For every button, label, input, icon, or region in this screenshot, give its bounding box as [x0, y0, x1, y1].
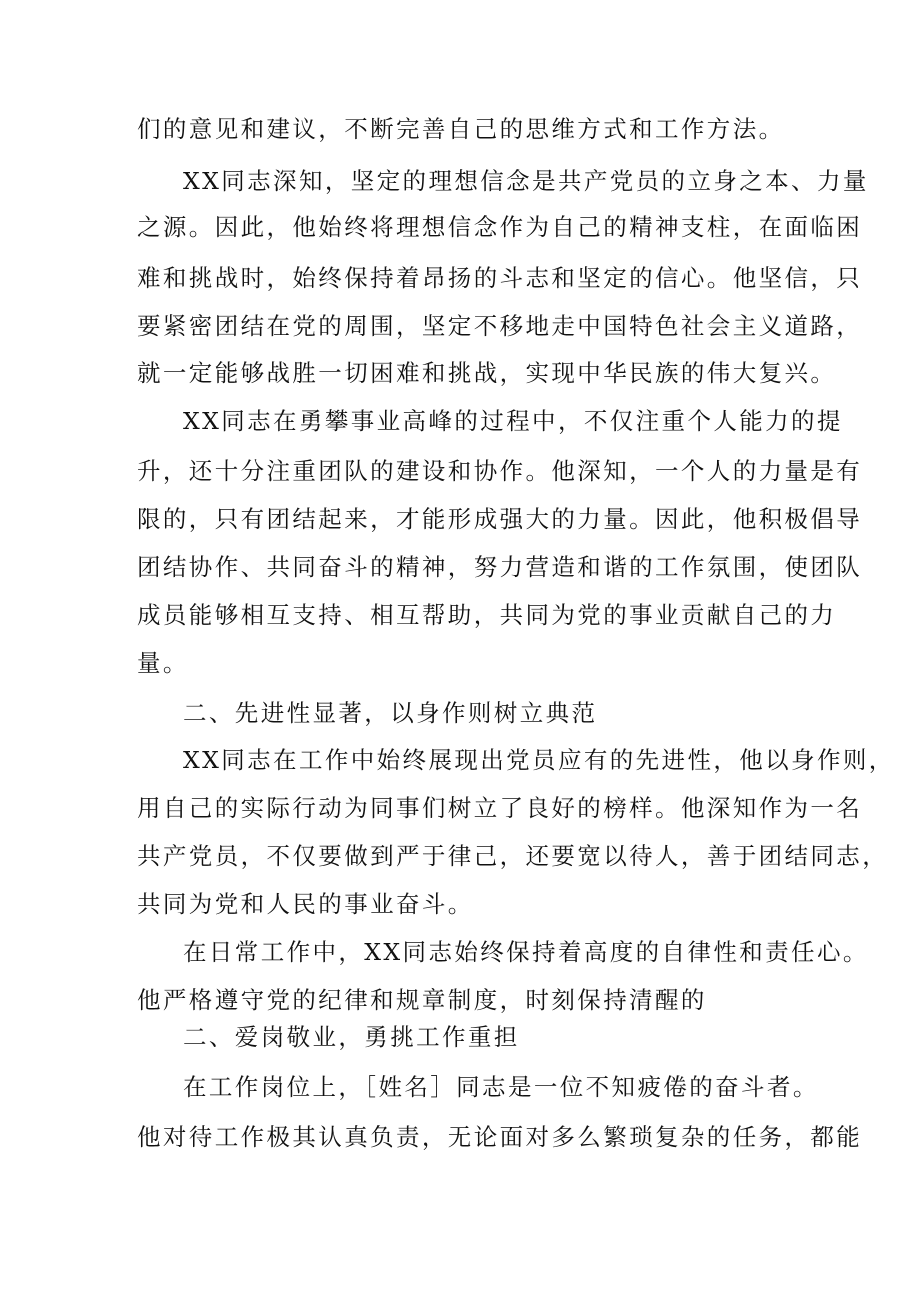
paragraph-first-line: XX同志深知，坚定的理想信念是共产党员的立身之本、力量 [183, 167, 869, 195]
text-line: 之源。因此，他始终将理想信念作为自己的精神支柱，在面临困 [137, 213, 863, 241]
section-heading: 二、爱岗敬业，勇挑工作重担 [183, 1023, 520, 1051]
text-line: 他严格遵守党的纪律和规章制度，时刻保持清醒的 [137, 986, 707, 1014]
text-line: 升，还十分注重团队的建设和协作。他深知，一个人的力量是有 [137, 457, 863, 485]
section-heading: 二、先进性显著，以身作则树立典范 [183, 699, 598, 727]
text-line: 就一定能够战胜一切困难和挑战，实现中华民族的伟大复兴。 [137, 359, 837, 387]
text-line: 们的意见和建议，不断完善自己的思维方式和工作方法。 [137, 115, 785, 143]
text-line: 要紧密团结在党的周围，坚定不移地走中国特色社会主义道路， [137, 312, 863, 340]
text-line: 共同为党和人民的事业奋斗。 [137, 890, 474, 918]
paragraph-first-line: 在工作岗位上，［姓名］同志是一位不知疲倦的奋斗者。 [183, 1073, 819, 1101]
text-line: 他对待工作极其认真负责，无论面对多么繁琐复杂的任务，都能 [137, 1123, 863, 1151]
paragraph-first-line: XX同志在工作中始终展现出党员应有的先进性，他以身作则， [183, 746, 895, 774]
text-line: 成员能够相互支持、相互帮助，共同为党的事业贡献自己的力 [137, 601, 837, 629]
text-line: 用自己的实际行动为同事们树立了良好的榜样。他深知作为一名 [137, 794, 863, 822]
text-line: 难和挑战时，始终保持着昂扬的斗志和坚定的信心。他坚信，只 [137, 264, 863, 292]
paragraph-first-line: XX同志在勇攀事业高峰的过程中，不仅注重个人能力的提 [183, 407, 843, 435]
paragraph-first-line: 在日常工作中，XX同志始终保持着高度的自律性和责任心。 [183, 938, 869, 966]
text-line: 共产党员，不仅要做到严于律己，还要宽以待人，善于团结同志， [137, 842, 889, 870]
text-line: 团结协作、共同奋斗的精神，努力营造和谐的工作氛围，使团队 [137, 553, 863, 581]
text-line: 限的，只有团结起来，才能形成强大的力量。因此，他积极倡导 [137, 505, 863, 533]
text-line: 量。 [137, 649, 189, 677]
